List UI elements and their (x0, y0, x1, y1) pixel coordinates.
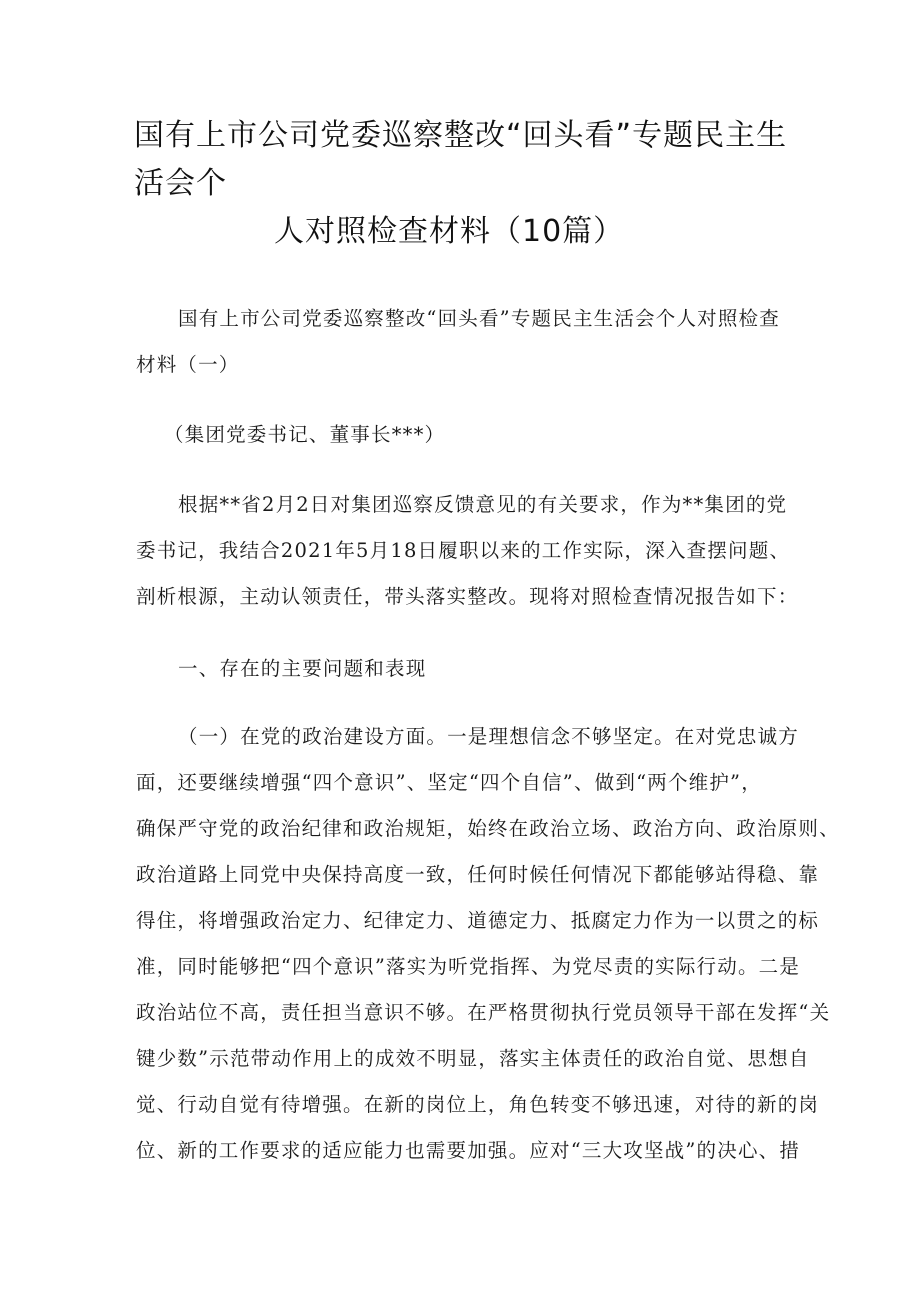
subtitle-line-1: 国有上市公司党委巡察整改“回头看”专题民主生活会个人对照检查 (178, 307, 780, 330)
intro-line: 委书记，我结合2021年5月18日履职以来的工作实际，深入查摆问题、 (136, 539, 791, 562)
body-line: 得住，将增强政治定力、纪律定力、道德定力、抵腐定力作为一以贯之的标 (136, 909, 820, 932)
section-heading-text: 一、存在的主要问题和表现 (178, 657, 427, 680)
body-line: 键少数”示范带动作用上的成效不明显，落实主体责任的政治自觉、思想自 (136, 1047, 810, 1070)
body-paragraph (136, 714, 840, 1174)
title-line-2: 人对照检查材料（10篇） (274, 214, 625, 249)
body-line: 面，还要继续增强“四个意识”、坚定“四个自信”、做到“两个维护”， (136, 771, 762, 794)
section-heading (136, 646, 788, 692)
document-title (120, 112, 800, 256)
body-line: 觉、行动自觉有待增强。在新的岗位上，角色转变不够迅速，对待的新的岗 (136, 1093, 820, 1116)
intro-paragraph (136, 482, 799, 620)
body-line: 位、新的工作要求的适应能力也需要加强。应对“三大攻坚战”的决心、措 (136, 1139, 801, 1162)
body-line: 准，同时能够把“四个意识”落实为听党指挥、为党尽责的实际行动。二是 (136, 955, 801, 978)
body-line: 确保严守党的政治纪律和政治规矩，始终在政治立场、政治方向、政治原则、 (136, 817, 840, 840)
intro-line: 剖析根源，主动认领责任，带头落实整改。现将对照检查情况报告如下： (136, 585, 799, 608)
body-line: 政治站位不高，责任担当意识不够。在严格贯彻执行党员领导干部在发挥“关 (136, 1001, 831, 1024)
author-text: （集团党委书记、董事长***） (164, 423, 446, 446)
subtitle (136, 296, 788, 388)
body-line: 政治道路上同党中央保持高度一致，任何时候任何情况下都能够站得稳、靠 (136, 863, 820, 886)
author-line (136, 412, 788, 458)
body-line: （一）在党的政治建设方面。一是理想信念不够坚定。在对党忠诚方 (178, 725, 800, 748)
intro-line: 根据**省2月2日对集团巡察反馈意见的有关要求，作为**集团的党 (178, 493, 788, 516)
title-line-1: 国有上市公司党委巡察整改“回头看”专题民主生活会个 (134, 118, 788, 201)
subtitle-line-2: 材料（一） (136, 353, 240, 376)
